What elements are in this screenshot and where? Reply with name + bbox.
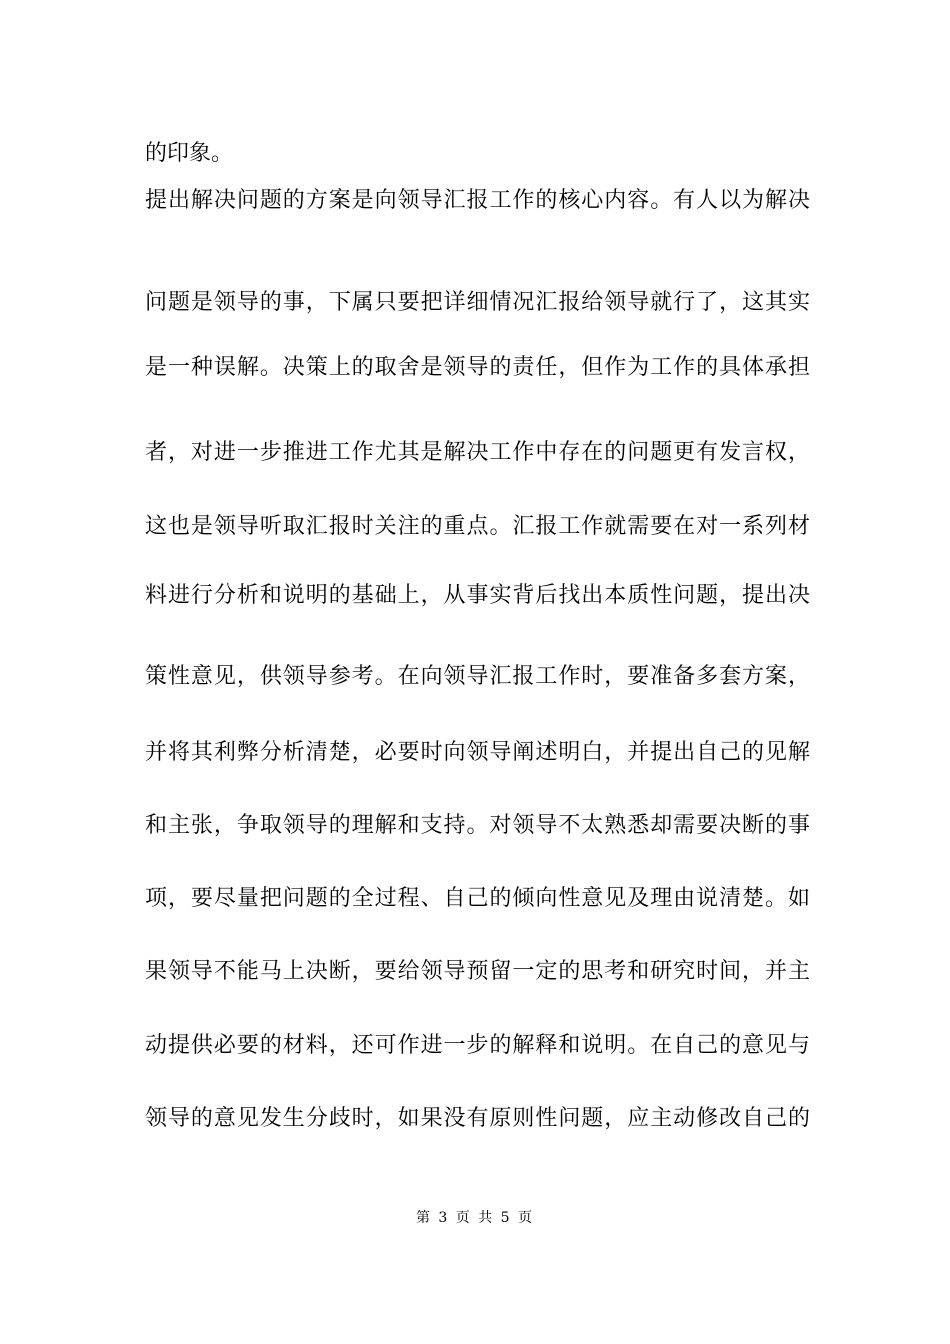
text-line-4: 是一种误解。决策上的取舍是领导的责任，但作为工作的具体承担 <box>145 355 810 380</box>
text-line-9: 并将其利弊分析清楚，必要时向领导阐述明白，并提出自己的见解 <box>145 740 810 765</box>
text-line-5: 者，对进一步推进工作尤其是解决工作中存在的问题更有发言权， <box>145 440 810 465</box>
text-line-7: 料进行分析和说明的基础上，从事实背后找出本质性问题，提出决 <box>145 583 810 608</box>
text-line-12: 果领导不能马上决断，要给领导预留一定的思考和研究时间，并主 <box>145 959 810 984</box>
text-line-11: 项，要尽量把问题的全过程、自己的倾向性意见及理由说清楚。如 <box>145 886 810 911</box>
page-number-footer: 第 3 页 共 5 页 <box>415 1210 535 1226</box>
text-line-3: 问题是领导的事，下属只要把详细情况汇报给领导就行了，这其实 <box>145 290 810 315</box>
text-line-2: 提出解决问题的方案是向领导汇报工作的核心内容。有人以为解决 <box>145 188 810 213</box>
text-line-10: 和主张，争取领导的理解和支持。对领导不太熟悉却需要决断的事 <box>145 813 810 838</box>
text-line-6: 这也是领导听取汇报时关注的重点。汇报工作就需要在对一系列材 <box>145 514 810 539</box>
text-line-13: 动提供必要的材料，还可作进一步的解释和说明。在自己的意见与 <box>145 1033 810 1058</box>
text-line-1: 的印象。 <box>145 141 234 166</box>
text-line-8: 策性意见，供领导参考。在向领导汇报工作时，要准备多套方案， <box>145 664 810 689</box>
text-line-14: 领导的意见发生分歧时，如果没有原则性问题，应主动修改自己的 <box>145 1106 810 1131</box>
